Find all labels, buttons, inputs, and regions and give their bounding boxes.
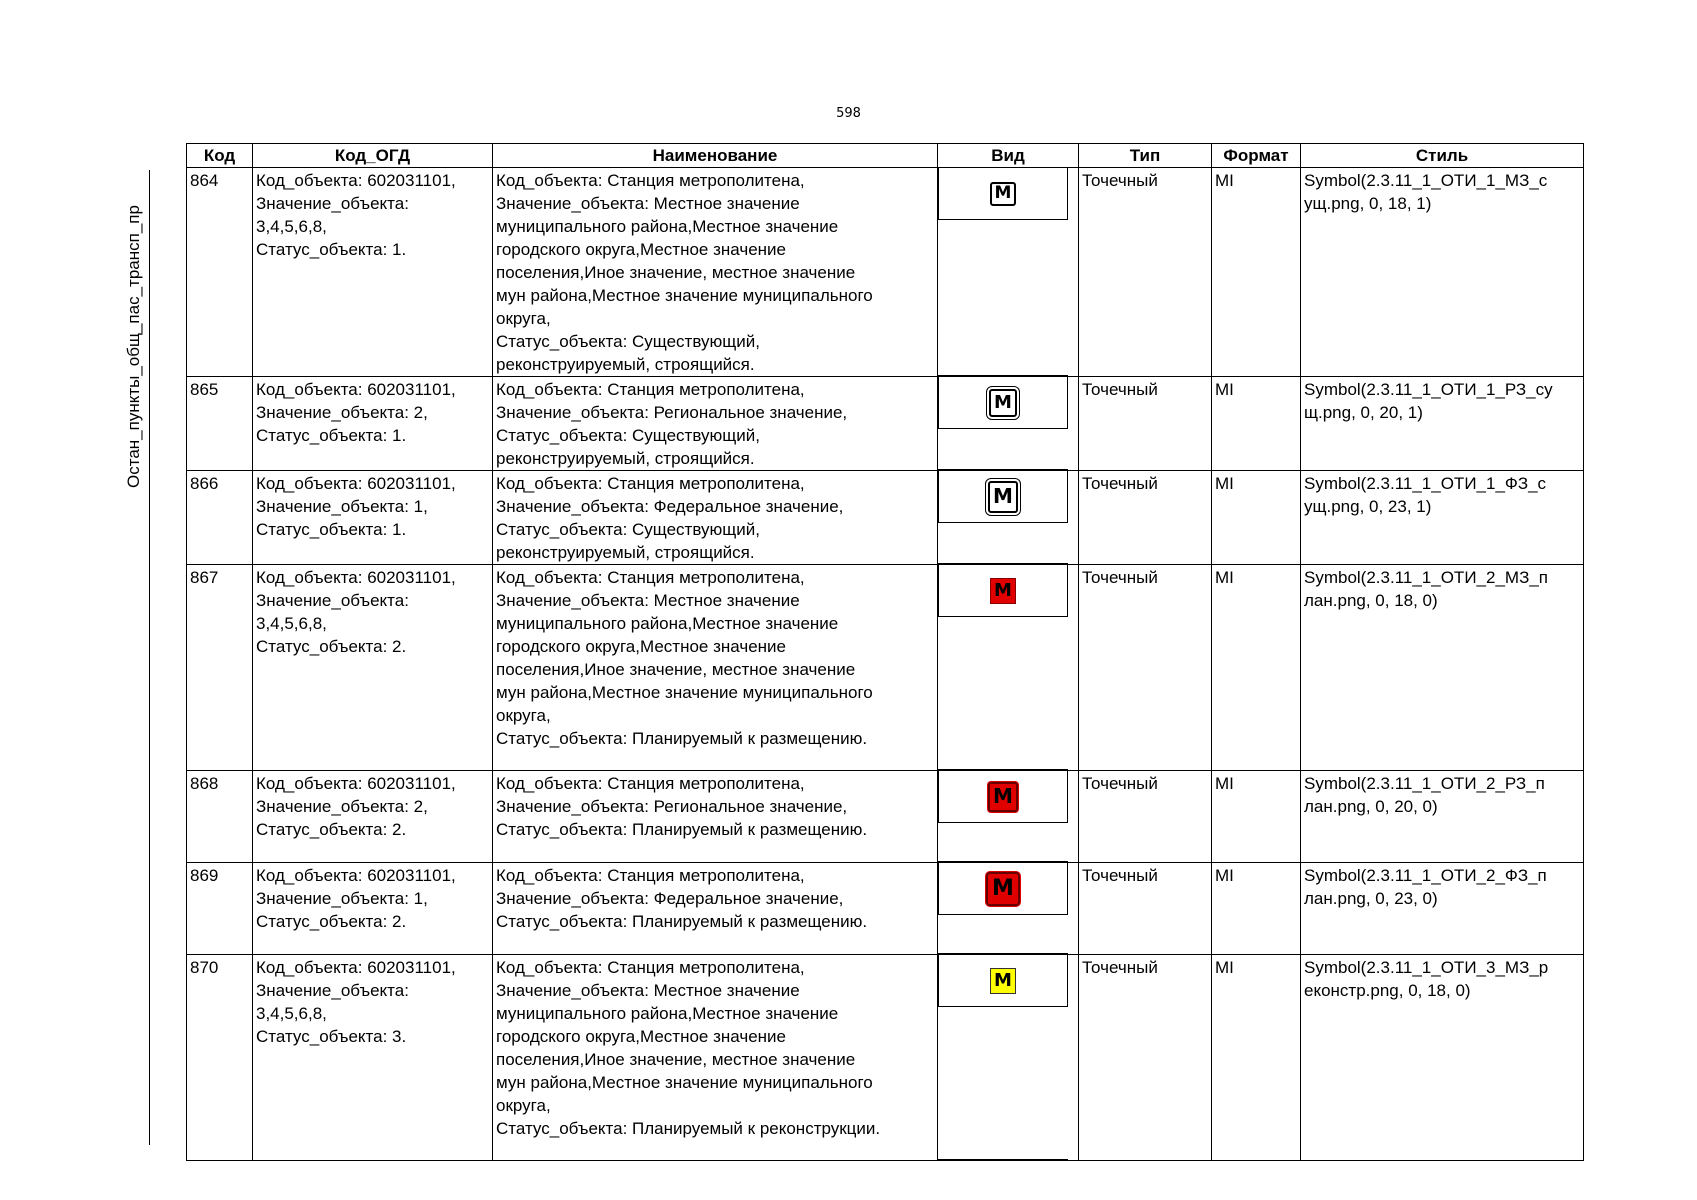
cell-vid [938, 771, 1079, 863]
cell-type: Точечный [1079, 565, 1212, 771]
cell-format: MI [1212, 565, 1301, 771]
symbol-frame [938, 168, 1068, 220]
cell-vid [938, 565, 1079, 771]
table-row [187, 565, 1584, 771]
cell-kod: 866 [187, 471, 253, 565]
cell-style: Symbol(2.3.11_1_ОТИ_1_МЗ_с ущ.png, 0, 18, 1) [1301, 168, 1584, 377]
cell-kod: 865 [187, 377, 253, 471]
cell-kod: 867 [187, 565, 253, 771]
table-row [187, 771, 1584, 863]
symbol-frame [938, 955, 1068, 1007]
cell-type: Точечный [1079, 168, 1212, 377]
symbol-table [186, 143, 1584, 1161]
cell-vid [938, 863, 1079, 955]
cell-type: Точечный [1079, 771, 1212, 863]
cell-vid [938, 955, 1079, 1161]
cell-format: MI [1212, 955, 1301, 1161]
header-type: Тип [1079, 144, 1212, 168]
cell-kod-ogd: Код_объекта: 602031101, Значение_объекта: 1, Статус_объекта: 2. [253, 863, 493, 955]
metro-symbol-regional-planned-icon: M [988, 782, 1018, 812]
cell-type: Точечный [1079, 863, 1212, 955]
cell-style: Symbol(2.3.11_1_ОТИ_3_МЗ_р еконстр.png, 0, 18, 0) [1301, 955, 1584, 1161]
cell-kod: 864 [187, 168, 253, 377]
cell-style: Symbol(2.3.11_1_ОТИ_1_ФЗ_с ущ.png, 0, 23, 1) [1301, 471, 1584, 565]
cell-name: Код_объекта: Станция метрополитена, Значение_объекта: Местное значение муниципального района,Местное значение городского округа,Местное значение поселения,Иное значение, местное значение мун района,Местное значение муниципального округа, Статус_объекта: Существующий, реконструируемый, строящийся. [493, 168, 938, 377]
page-number: 598 [836, 106, 861, 121]
cell-format: MI [1212, 168, 1301, 377]
header-kod-ogd: Код_ОГД [253, 144, 493, 168]
header-row [187, 144, 1584, 168]
metro-symbol-regional-existing-icon: M [989, 389, 1017, 417]
side-group-label-text: Остан_пункты_общ_пас_трансп_пр [124, 205, 143, 488]
symbol-frame [938, 863, 1068, 915]
table-row [187, 168, 1584, 377]
side-group-label [116, 170, 150, 1145]
header-style: Стиль [1301, 144, 1584, 168]
cell-kod-ogd: Код_объекта: 602031101, Значение_объекта: 2, Статус_объекта: 2. [253, 771, 493, 863]
symbol-frame [938, 471, 1068, 523]
cell-kod: 869 [187, 863, 253, 955]
header-name: Наименование [493, 144, 938, 168]
cell-vid [938, 471, 1079, 565]
metro-symbol-federal-planned-icon: M [986, 872, 1020, 906]
cell-kod-ogd: Код_объекта: 602031101, Значение_объекта: 3,4,5,6,8, Статус_объекта: 1. [253, 168, 493, 377]
cell-style: Symbol(2.3.11_1_ОТИ_2_РЗ_п лан.png, 0, 20, 0) [1301, 771, 1584, 863]
cell-type: Точечный [1079, 471, 1212, 565]
table-row [187, 471, 1584, 565]
cell-style: Symbol(2.3.11_1_ОТИ_1_РЗ_су щ.png, 0, 20, 1) [1301, 377, 1584, 471]
cell-kod-ogd: Код_объекта: 602031101, Значение_объекта: 2, Статус_объекта: 1. [253, 377, 493, 471]
cell-kod-ogd: Код_объекта: 602031101, Значение_объекта: 1, Статус_объекта: 1. [253, 471, 493, 565]
symbol-frame [938, 377, 1068, 429]
cell-name: Код_объекта: Станция метрополитена, Значение_объекта: Федеральное значение, Статус_объекта: Планируемый к размещению. [493, 863, 938, 955]
header-vid: Вид [938, 144, 1079, 168]
table-row [187, 863, 1584, 955]
cell-name: Код_объекта: Станция метрополитена, Значение_объекта: Местное значение муниципального района,Местное значение городского округа,Местное значение поселения,Иное значение, местное значение мун района,Местное значение муниципального округа, Статус_объекта: Планируемый к размещению. [493, 565, 938, 771]
cell-format: MI [1212, 471, 1301, 565]
cell-format: MI [1212, 771, 1301, 863]
cell-kod: 870 [187, 955, 253, 1161]
metro-symbol-local-existing-icon: M [990, 182, 1016, 206]
cell-type: Точечный [1079, 377, 1212, 471]
cell-format: MI [1212, 863, 1301, 955]
cell-name: Код_объекта: Станция метрополитена, Значение_объекта: Федеральное значение, Статус_объекта: Существующий, реконструируемый, строящийся. [493, 471, 938, 565]
table-row [187, 955, 1584, 1161]
symbol-frame [938, 565, 1068, 617]
cell-name: Код_объекта: Станция метрополитена, Значение_объекта: Региональное значение, Статус_объекта: Планируемый к размещению. [493, 771, 938, 863]
cell-vid [938, 168, 1079, 377]
metro-symbol-federal-existing-icon: M [988, 481, 1018, 513]
cell-name: Код_объекта: Станция метрополитена, Значение_объекта: Местное значение муниципального района,Местное значение городского округа,Местное значение поселения,Иное значение, местное значение мун района,Местное значение муниципального округа, Статус_объекта: Планируемый к реконструкции. [493, 955, 938, 1161]
header-kod: Код [187, 144, 253, 168]
symbol-frame [938, 771, 1068, 823]
cell-vid [938, 377, 1079, 471]
header-format: Формат [1212, 144, 1301, 168]
cell-kod-ogd: Код_объекта: 602031101, Значение_объекта: 3,4,5,6,8, Статус_объекта: 2. [253, 565, 493, 771]
cell-kod-ogd: Код_объекта: 602031101, Значение_объекта: 3,4,5,6,8, Статус_объекта: 3. [253, 955, 493, 1161]
cell-format: MI [1212, 377, 1301, 471]
table-row [187, 377, 1584, 471]
metro-symbol-local-planned-icon: M [990, 578, 1016, 604]
cell-type: Точечный [1079, 955, 1212, 1161]
cell-style: Symbol(2.3.11_1_ОТИ_2_ФЗ_п лан.png, 0, 23, 0) [1301, 863, 1584, 955]
cell-kod: 868 [187, 771, 253, 863]
cell-style: Symbol(2.3.11_1_ОТИ_2_МЗ_п лан.png, 0, 18, 0) [1301, 565, 1584, 771]
cell-name: Код_объекта: Станция метрополитена, Значение_объекта: Региональное значение, Статус_объекта: Существующий, реконструируемый, строящийся. [493, 377, 938, 471]
metro-symbol-local-reconstruction-icon: M [990, 968, 1016, 994]
symbol-frame-bottom [938, 1159, 1068, 1160]
